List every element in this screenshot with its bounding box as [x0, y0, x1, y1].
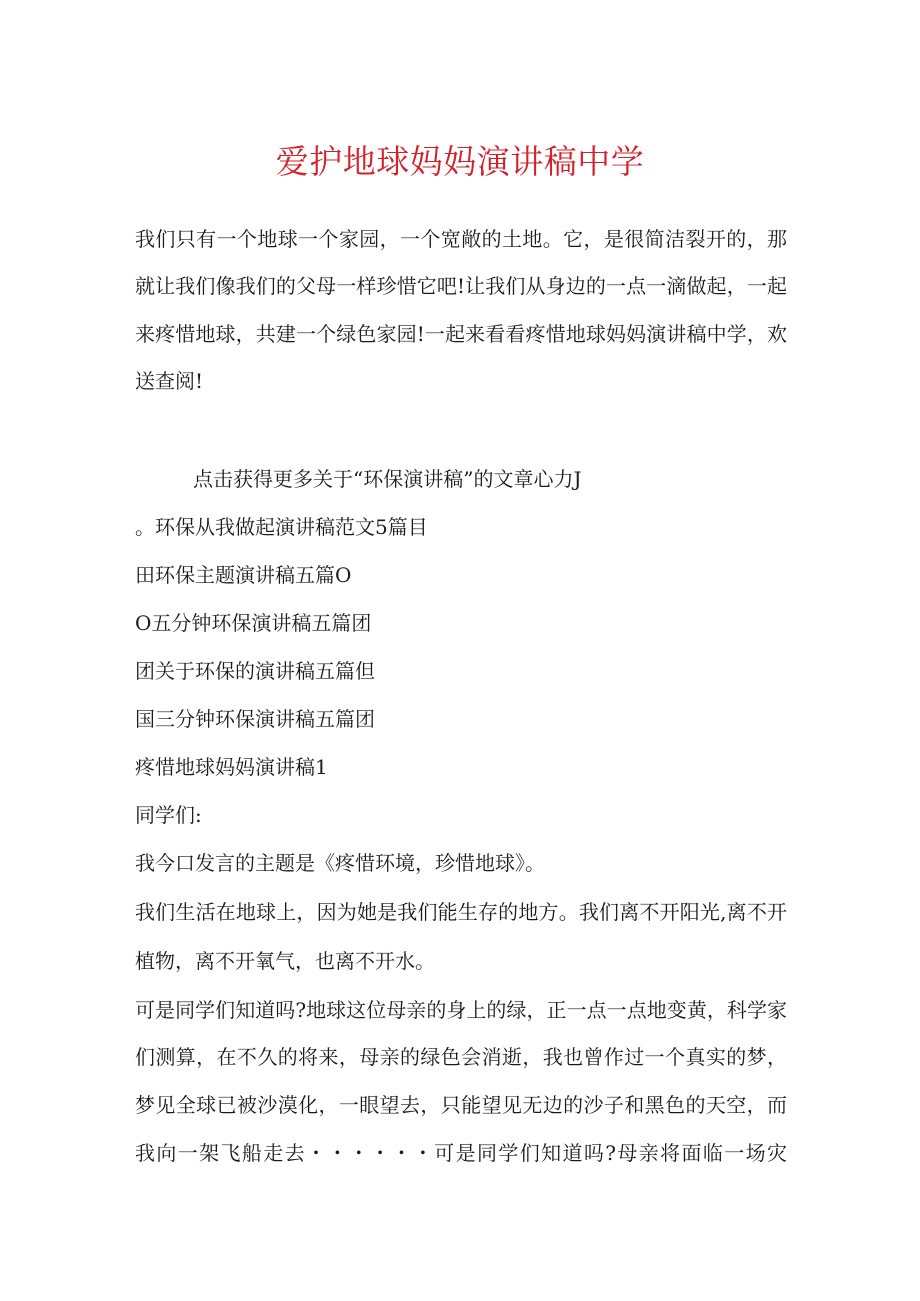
document-title: 爱护地球妈妈演讲稿中学 — [275, 142, 645, 181]
speech-topic: 我今口发言的主题是《疼惜环境，珍惜地球》。 — [135, 851, 545, 875]
para2-line-2: 们测算，在不久的将来，母亲的绿色会消逝，我也曾作过一个真实的梦， — [135, 1045, 787, 1069]
para1-line-1: 我们生活在地球上，因为她是我们能生存的地方。我们离不开阳光,离不开 — [135, 900, 787, 924]
intro-line-3: 来疼惜地球，共建一个绿色家园!一起来看看疼惜地球妈妈演讲稿中学，欢 — [135, 322, 787, 346]
toc-link-4[interactable]: 团关于环保的演讲稿五篇但 — [135, 659, 375, 683]
para2-line-3: 梦见全球已被沙漠化，一眼望去，只能望见无边的沙子和黑色的天空，而 — [135, 1093, 787, 1117]
toc-link-3[interactable]: O五分钟环保演讲稿五篇团 — [135, 611, 372, 635]
intro-line-4: 送查阅! — [135, 369, 204, 393]
related-articles-link[interactable]: 点击获得更多关于“环保演讲稿”的文章心力J — [193, 467, 582, 491]
toc-link-5[interactable]: 国三分钟环保演讲稿五篇团 — [135, 707, 375, 731]
speech-greeting: 同学们: — [135, 803, 202, 827]
toc-link-2[interactable]: 田环保主题演讲稿五篇O — [135, 563, 352, 587]
para1-line-2: 植物，离不开氧气，也离不开水。 — [135, 949, 435, 973]
intro-line-1: 我们只有一个地球一个家园，一个宽敞的土地。它，是很简洁裂开的，那 — [135, 227, 787, 251]
para2-line-1: 可是同学们知道吗?地球这位母亲的身上的绿，正一点一点地变黄，科学家 — [135, 998, 787, 1022]
intro-line-2: 就让我们像我们的父母一样珍惜它吧!让我们从身边的一点一滴做起，一起 — [135, 274, 787, 298]
speech-heading: 疼惜地球妈妈演讲稿1 — [135, 755, 328, 779]
para2-line-4: 我向一架飞船走去・・・・・・可是同学们知道吗?母亲将面临一场灾 — [135, 1141, 787, 1165]
toc-link-1[interactable]: 。环保从我做起演讲稿范文5篇目 — [135, 515, 428, 539]
